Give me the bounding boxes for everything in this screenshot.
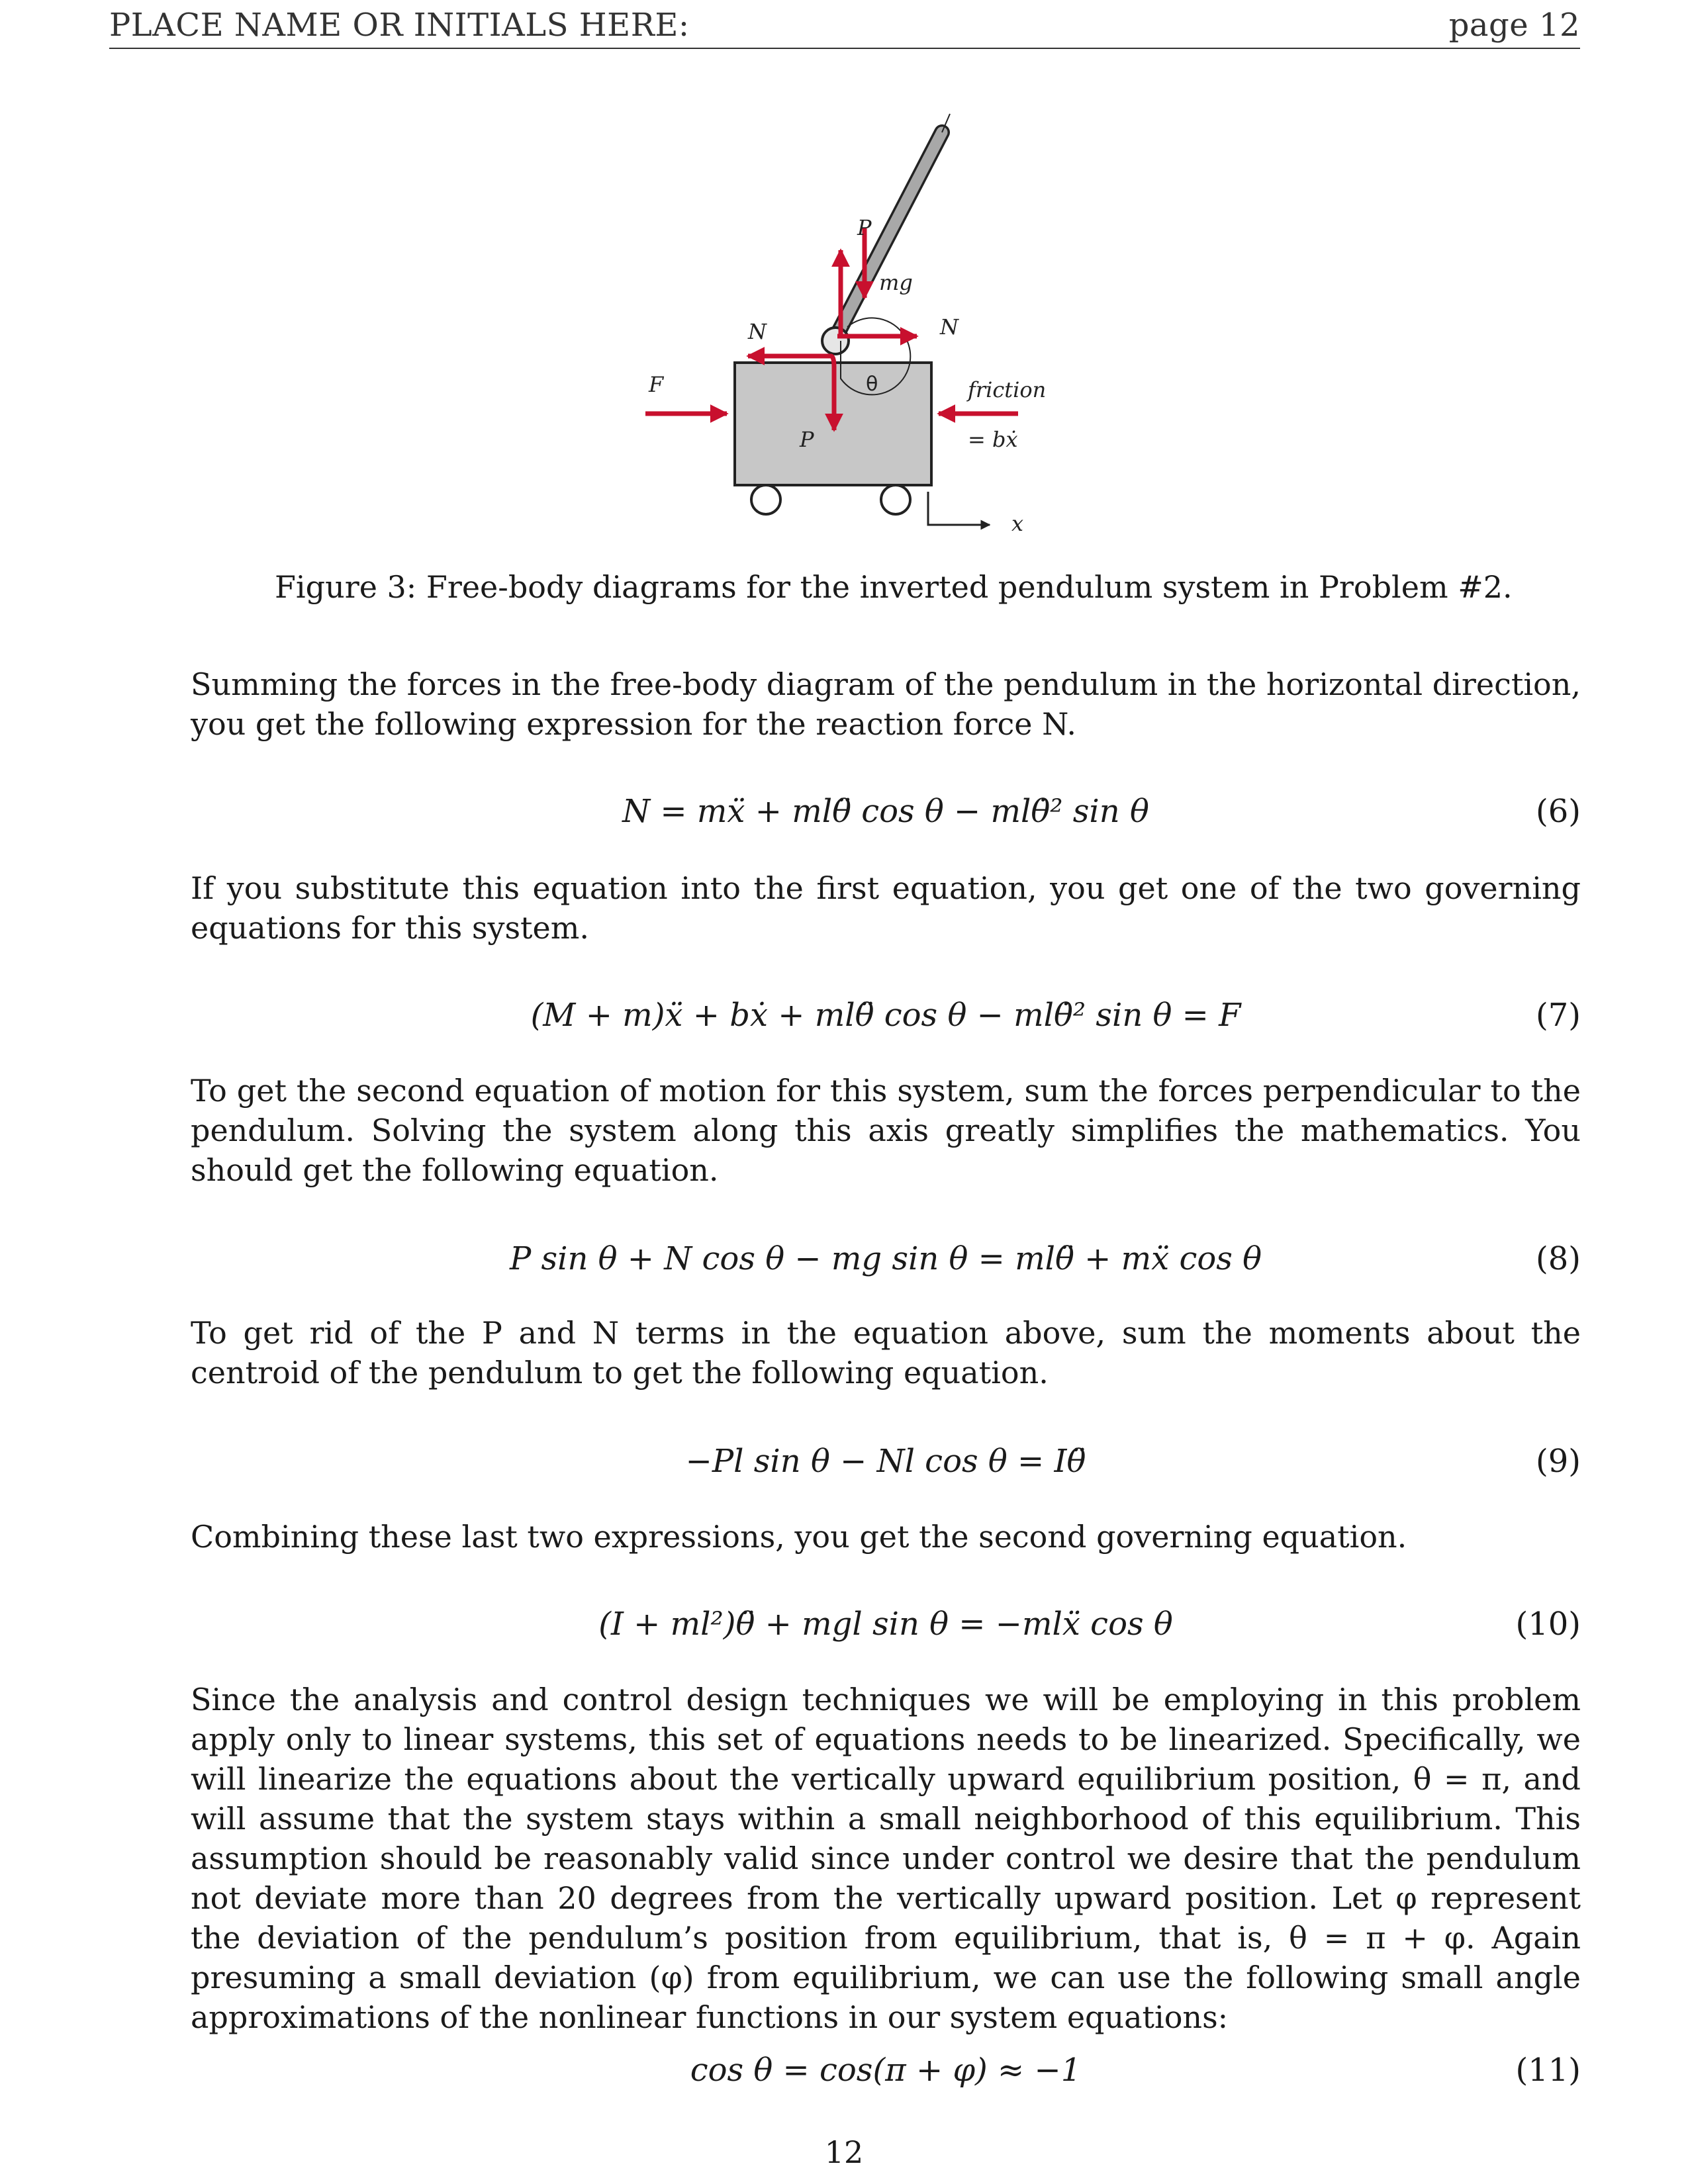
free-body-diagram (622, 106, 1079, 543)
header-page-label: page 12 (1448, 7, 1580, 44)
equation-7 (191, 997, 1581, 1043)
label-P-bottom: P (800, 427, 814, 452)
cart-wheel-left (751, 485, 780, 514)
equation-8 (191, 1240, 1581, 1287)
label-mg: mg (879, 270, 913, 295)
x-axis (928, 492, 990, 525)
paragraph-5: Combining these last two expressions, you get the second governing equation. (191, 1519, 1407, 1555)
figure-caption: Figure 3: Free-body diagrams for the inverted pendulum system in Problem #2. (275, 569, 1513, 605)
header-name-field: PLACE NAME OR INITIALS HERE: (109, 7, 690, 44)
label-friction: friction (968, 377, 1047, 402)
paragraph-4: To get rid of the P and N terms in the equation above, sum the moments about the centroid of the pendulum to get the following equation. (191, 1315, 1581, 1390)
label-F: F (649, 372, 664, 397)
equation-11-expr: cos θ = cos(π + φ) ≈ −1 (690, 2052, 1082, 2089)
label-N-right: N (940, 314, 959, 340)
paragraph-2: If you substitute this equation into the first equation, you get one of the two governing equations for this system. (191, 870, 1581, 946)
equation-7-number: (7) (1536, 997, 1581, 1034)
label-x: x (1011, 511, 1024, 536)
equation-6 (191, 793, 1581, 839)
equation-9-number: (9) (1536, 1443, 1581, 1480)
equation-10-expr: (I + ml²)θ̈ + mgl sin θ = −mlẍ cos θ (598, 1606, 1173, 1643)
pendulum-rod (837, 132, 942, 334)
equation-8-number: (8) (1536, 1240, 1581, 1277)
equation-9-expr: −Pl sin θ − Nl cos θ = Iθ̈ (685, 1443, 1086, 1480)
pivot (822, 328, 849, 354)
paragraph-6: Since the analysis and control design techniques we will be employing in this problem apply only to linear systems, this set of equations needs to be linearized. Specifically, we will linearize the equations about the vertically upward equilibrium position, θ = π, and will assume that the system stays within a small neighborhood of this equilibrium. This assumption should be reasonably valid since under control we desire that the pendulum not deviate more than 20 degrees from the vertically upward position. Let φ represent the deviation of the pendulum’s position from equilibrium, that is, θ = π + φ. Again presuming a small deviation (φ) from equilibrium, we can use the following small angle approximations of the nonlinear functions in our system equations: (191, 1682, 1581, 2035)
cart-wheel-right (881, 485, 910, 514)
equation-11 (191, 2052, 1581, 2098)
equation-10-number: (10) (1515, 1606, 1581, 1643)
equation-11-number: (11) (1515, 2052, 1581, 2089)
header-rule (109, 48, 1580, 49)
label-theta: θ (866, 373, 878, 396)
paragraph-3: To get the second equation of motion for this system, sum the forces perpendicular to the pendulum. Solving the system along this axis greatly simplifies the mathematics. You should get the following equation. (191, 1073, 1581, 1188)
label-P-top: P (857, 215, 872, 240)
equation-7-expr: (M + m)ẍ + bẋ + mlθ̈ cos θ − mlθ̇² sin θ = F (530, 997, 1241, 1034)
label-N-left: N (748, 319, 767, 344)
page-number: 12 (824, 2134, 864, 2170)
equation-6-number: (6) (1536, 793, 1581, 830)
label-friction-eq: = bẋ (968, 427, 1018, 452)
equation-9 (191, 1443, 1581, 1489)
equation-8-expr: P sin θ + N cos θ − mg sin θ = mlθ̈ + mẍ cos θ (509, 1240, 1262, 1277)
equation-10 (191, 1606, 1581, 1652)
paragraph-1: Summing the forces in the free-body diagram of the pendulum in the horizontal direction, you get the following expression for the reaction force N. (191, 666, 1581, 742)
equation-6-expr: N = mẍ + mlθ̈ cos θ − mlθ̇² sin θ (622, 793, 1149, 830)
